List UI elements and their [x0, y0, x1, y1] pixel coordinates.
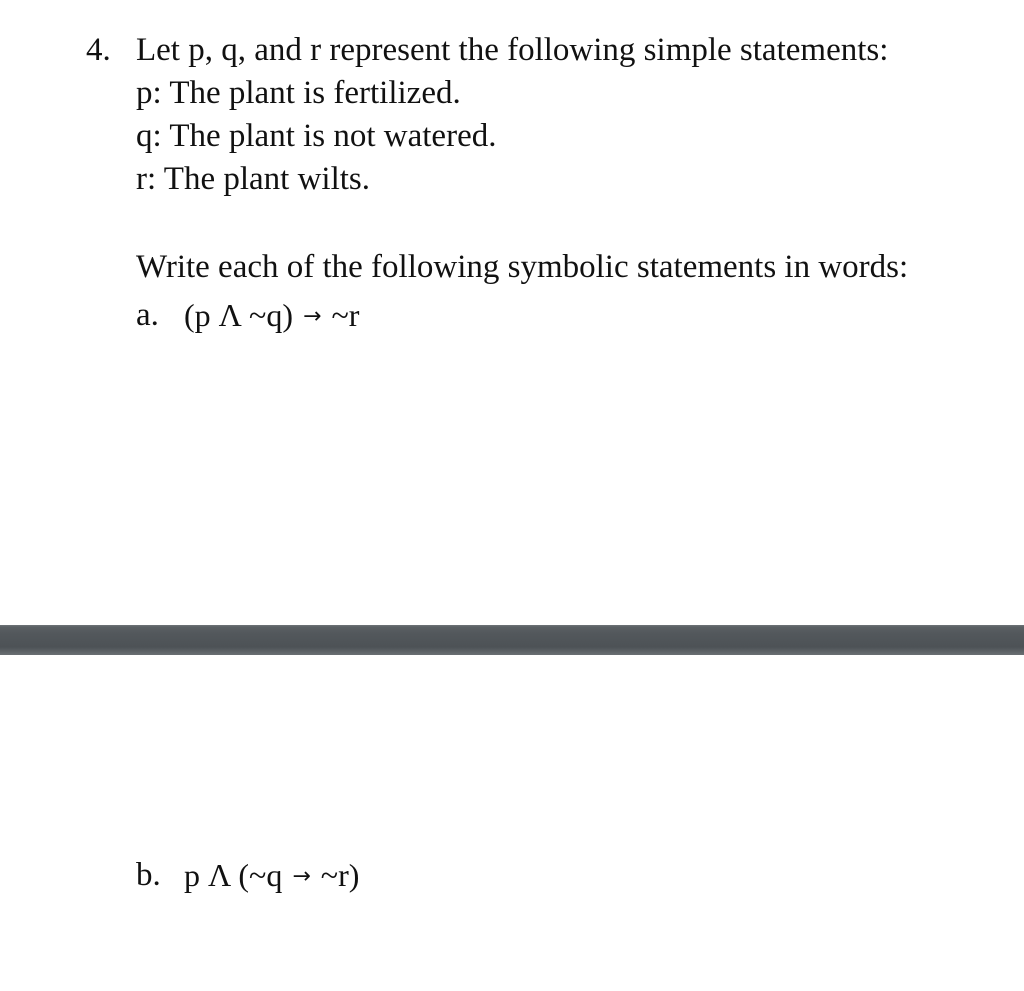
- part-a-expr-left: (p Λ ~q): [184, 297, 293, 333]
- page-divider: [0, 625, 1024, 655]
- statement-p: p: The plant is fertilized.: [136, 75, 461, 111]
- part-a-expression: [184, 295, 359, 337]
- question-number: 4.: [86, 32, 111, 68]
- part-a-label: a.: [136, 297, 159, 333]
- instruction-text: Write each of the following symbolic statements in words:: [136, 249, 909, 285]
- part-b-label: b.: [136, 857, 161, 893]
- page-bottom: [0, 655, 1024, 991]
- part-a-expr-right: ~r: [331, 297, 360, 333]
- statement-r: r: The plant wilts.: [136, 161, 371, 197]
- statement-q: q: The plant is not watered.: [136, 118, 497, 154]
- part-b-expression: [184, 855, 359, 897]
- part-b-expr-right: ~r): [320, 857, 360, 893]
- implies-arrow-icon: →: [292, 864, 311, 889]
- implies-arrow-icon: →: [303, 304, 322, 329]
- question-prompt: Let p, q, and r represent the following simple statements:: [136, 32, 889, 68]
- part-b-expr-left: p Λ (~q: [184, 857, 283, 893]
